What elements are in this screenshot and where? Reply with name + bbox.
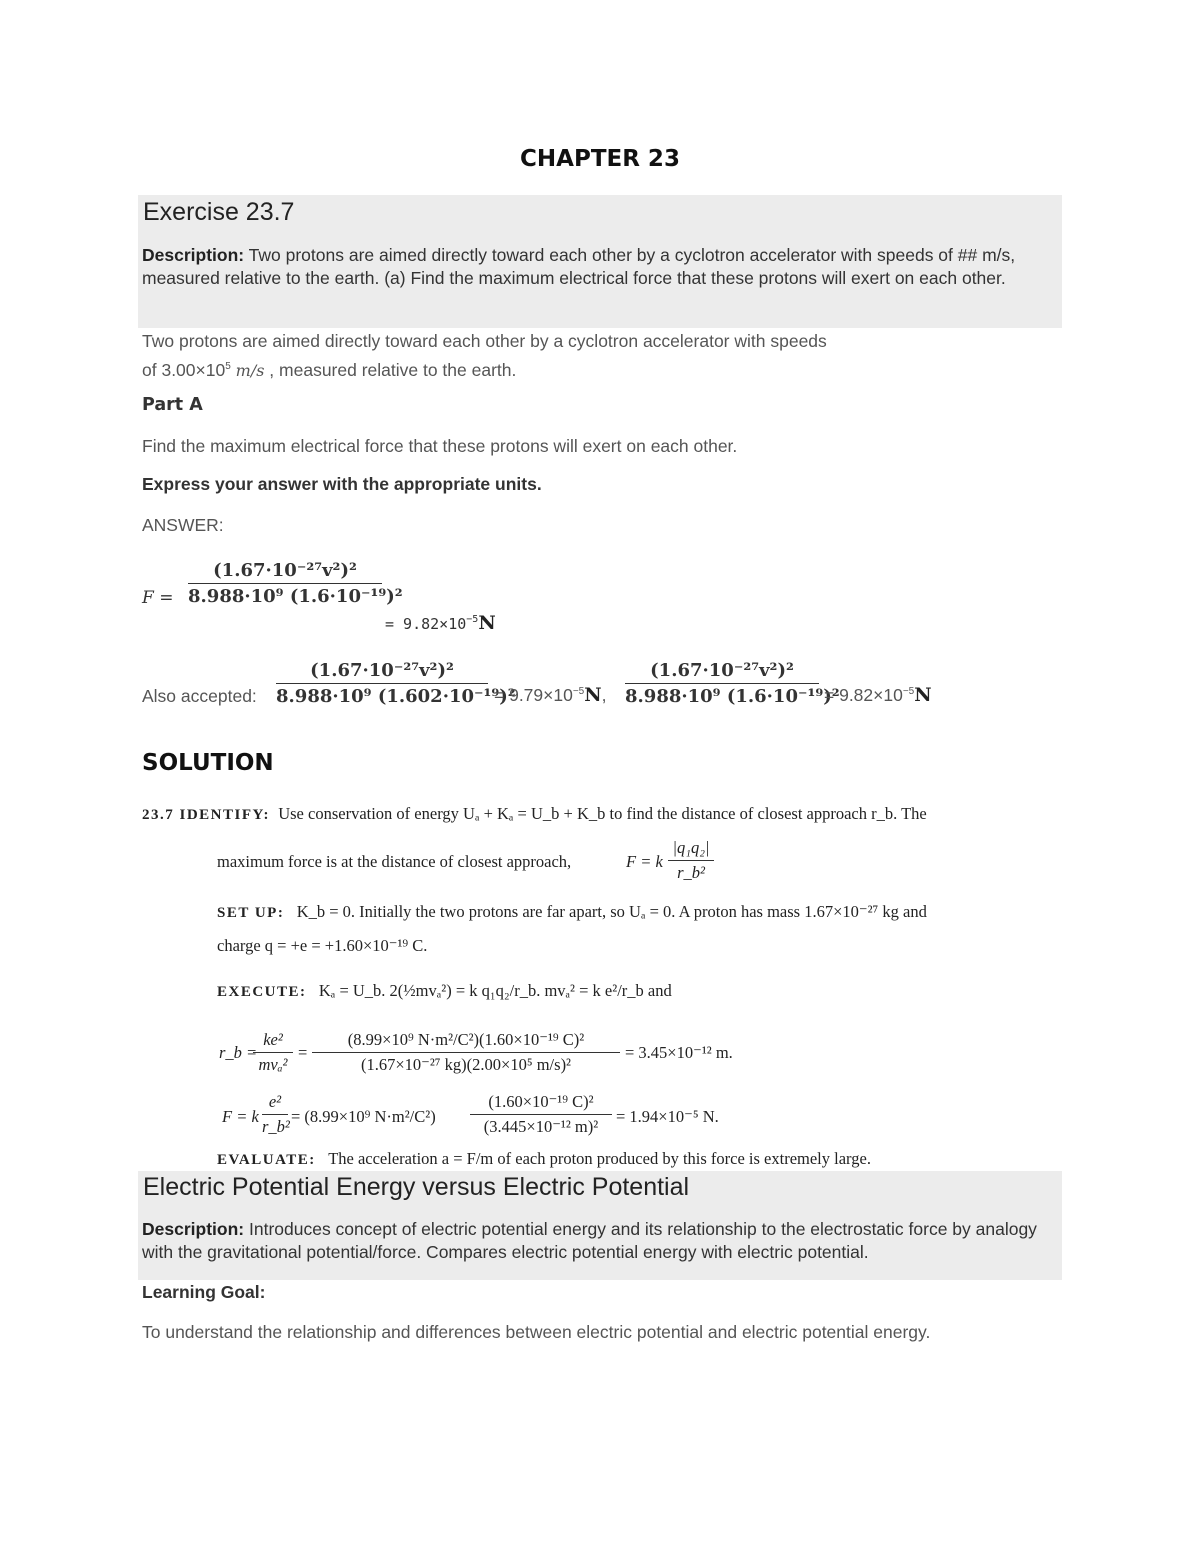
evaluate-text: The acceleration a = F/m of each proton produced by this force is extremely large.: [328, 1149, 871, 1168]
intro-tail: , measured relative to the earth.: [269, 360, 517, 380]
identify-line-2: maximum force is at the distance of closest approach,: [217, 852, 572, 871]
rb-frac1-denominator: mvₐ²: [258, 1055, 288, 1074]
answer-fraction: [188, 560, 403, 607]
evaluate-label: EVALUATE:: [217, 1152, 316, 1168]
f-fraction-1: [262, 1092, 288, 1137]
alt1-exponent: −5: [572, 686, 585, 697]
setup-label: SET UP:: [217, 905, 285, 921]
rb-lhs: r_b =: [219, 1043, 258, 1062]
identify-denominator: r_b²: [677, 863, 705, 882]
fraction-bar: [276, 683, 488, 684]
alt-answer-2-result: [824, 684, 932, 706]
rb-fraction-1: [253, 1030, 293, 1075]
setup-text: K_b = 0. Initially the two protons are far apart, so Uₐ = 0. A proton has mass 1.67×10⁻²⁷ kg and: [296, 902, 927, 921]
section2-description-label: Description:: [142, 1219, 245, 1239]
part-a-heading: Part A: [142, 395, 203, 415]
exercise-description: [142, 244, 1057, 290]
alt-answer-1-fraction: [276, 660, 516, 707]
rb-result: = 3.45×10⁻¹² m.: [625, 1043, 733, 1062]
alt-answer-2-fraction: [625, 660, 840, 707]
learning-goal-text: To understand the relationship and differences between electric potential and electric potential energy.: [142, 1322, 931, 1342]
question-text: Find the maximum electrical force that these protons will exert on each other.: [142, 436, 738, 456]
section2-description: [142, 1218, 1057, 1264]
fraction-bar: [625, 683, 819, 684]
fraction-bar: [312, 1052, 620, 1053]
fraction-bar: [188, 583, 382, 584]
alt-answer-1-result: [494, 684, 606, 706]
fraction-bar: [262, 1114, 288, 1115]
alt2-unit: N: [914, 684, 932, 706]
f-middle: = (8.99×10⁹ N·m²/C²): [291, 1107, 436, 1126]
rb-frac1-numerator: ke²: [263, 1030, 283, 1049]
section2-title: Electric Potential Energy versus Electric Potential: [143, 1173, 690, 1201]
setup-line-2: charge q = +e = +1.60×10⁻¹⁹ C.: [217, 936, 428, 955]
evaluate-line: [217, 1149, 871, 1169]
f-fraction-2: [470, 1092, 612, 1137]
fraction-bar: [253, 1052, 293, 1053]
description-label: Description:: [142, 245, 245, 265]
answer-lhs: F =: [142, 588, 174, 608]
f-frac2-denominator: (3.445×10⁻¹² m)²: [483, 1117, 599, 1136]
express-instruction: Express your answer with the appropriate units.: [142, 474, 542, 494]
answer-exponent: −5: [466, 614, 479, 625]
answer-value: = 9.82×10: [385, 615, 467, 633]
execute-text: Kₐ = U_b. 2(½mvₐ²) = k q₁q₂/r_b. mvₐ² = k e²/r_b and: [318, 981, 672, 1000]
problem-intro: [142, 329, 1042, 383]
identify-formula-lhs: F = k: [626, 852, 663, 871]
identify-text: Use conservation of energy Uₐ + Kₐ = U_b + K_b to find the distance of closest approach r_b. The: [278, 804, 927, 823]
rb-frac2-numerator: (8.99×10⁹ N·m²/C²)(1.60×10⁻¹⁹ C)²: [347, 1030, 585, 1049]
identify-numerator: |q₁q₂|: [672, 838, 710, 857]
rb-fraction-2: [312, 1030, 620, 1075]
execute-line: [217, 981, 672, 1001]
execute-label: EXECUTE:: [217, 984, 307, 1000]
alt2-denominator: 8.988·10⁹ (1.6·10⁻¹⁹)²: [625, 686, 840, 707]
separator-comma: ,: [601, 685, 607, 705]
alt2-value: = 9.82×10: [824, 685, 903, 705]
alt1-unit: N: [584, 684, 602, 706]
f-frac1-denominator: r_b²: [262, 1117, 290, 1136]
intro-exponent: 5: [225, 361, 231, 372]
section2-description-text: Introduces concept of electric potential energy and its relationship to the electrostatic force by analogy with the gravitational potential/force. Compares electric potential energy with electric potential.: [142, 1219, 1037, 1262]
alt2-numerator: (1.67·10⁻²⁷v²)²: [650, 660, 794, 681]
solution-title: SOLUTION: [142, 750, 274, 776]
identify-formula-fraction: [668, 838, 714, 883]
alt1-denominator: 8.988·10⁹ (1.602·10⁻¹⁹)²: [276, 686, 516, 707]
answer-result: [385, 612, 496, 634]
also-accepted-label: Also accepted:: [142, 686, 257, 706]
fraction-bar: [470, 1114, 612, 1115]
description-text: Two protons are aimed directly toward each other by a cyclotron accelerator with speeds of ## m/s, measured relative to the earth. (a) Find the maximum electrical force that these protons will exert on each other.: [142, 245, 1016, 288]
alt1-value: = 9.79×10: [494, 685, 573, 705]
answer-denominator: 8.988·10⁹ (1.6·10⁻¹⁹)²: [188, 586, 403, 607]
setup-line: [217, 902, 927, 922]
alt2-exponent: −5: [902, 686, 915, 697]
intro-unit: m/s: [235, 361, 265, 380]
answer-label: ANSWER:: [142, 515, 224, 535]
rb-frac2-denominator: (1.67×10⁻²⁷ kg)(2.00×10⁵ m/s)²: [360, 1055, 572, 1074]
alt1-numerator: (1.67·10⁻²⁷v²)²: [310, 660, 454, 681]
intro-line-2: [142, 354, 1042, 383]
f-frac1-numerator: e²: [268, 1092, 282, 1111]
chapter-title: CHAPTER 23: [520, 146, 680, 172]
answer-unit: N: [478, 612, 496, 634]
f-result: = 1.94×10⁻⁵ N.: [616, 1107, 719, 1126]
fraction-bar: [668, 860, 714, 861]
learning-goal-label: Learning Goal:: [142, 1282, 266, 1302]
f-lhs: F = k: [222, 1107, 259, 1126]
rb-equals: =: [298, 1043, 308, 1062]
intro-speed: of 3.00×10: [142, 360, 226, 380]
identify-label: 23.7 IDENTIFY:: [142, 807, 270, 823]
answer-numerator: (1.67·10⁻²⁷v²)²: [213, 560, 357, 581]
intro-line-1: Two protons are aimed directly toward each other by a cyclotron accelerator with speeds: [142, 331, 827, 351]
f-frac2-numerator: (1.60×10⁻¹⁹ C)²: [488, 1092, 594, 1111]
exercise-title: Exercise 23.7: [143, 198, 295, 226]
identify-line: [142, 804, 927, 824]
